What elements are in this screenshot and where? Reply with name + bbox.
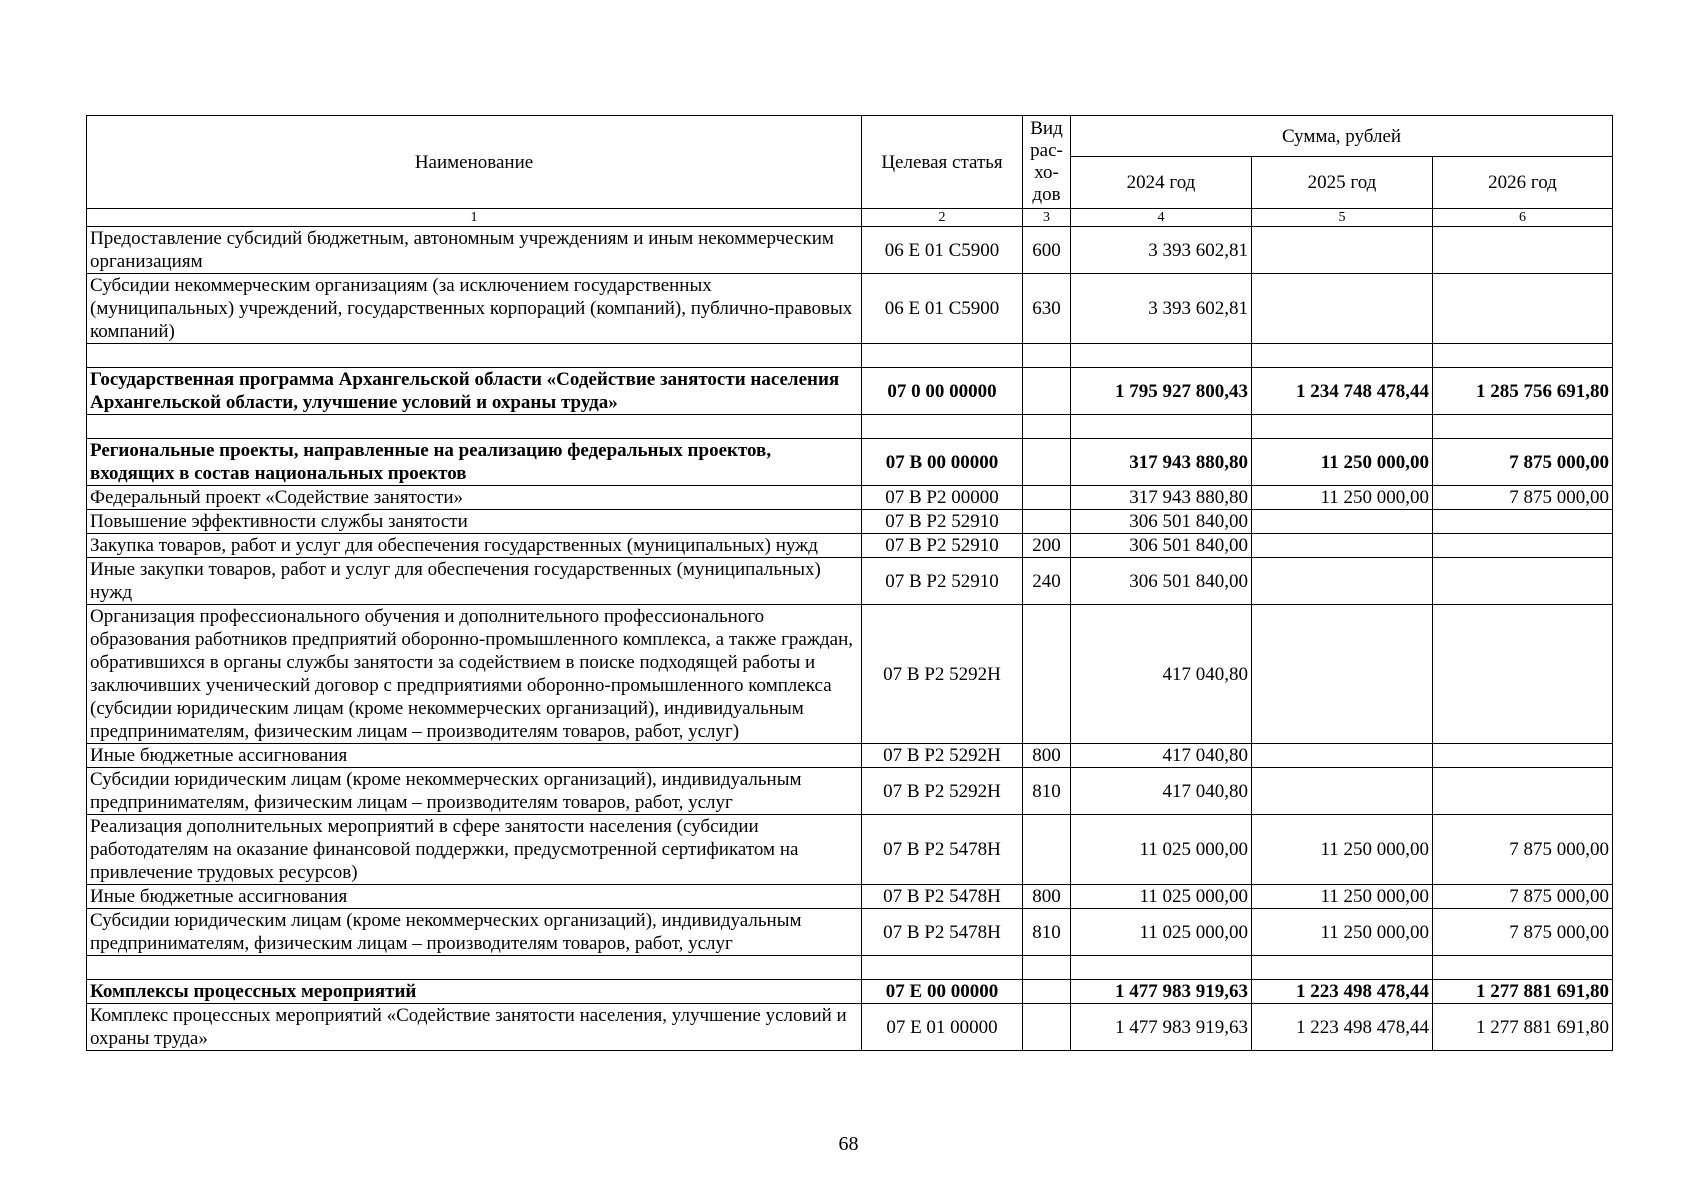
- table-row: [87, 768, 1613, 815]
- cell-name: Комплексы процессных мероприятий: [87, 980, 862, 1004]
- cell-target-article: 07 Е 00 00000: [862, 980, 1023, 1004]
- header-name: Наименование: [87, 116, 862, 209]
- header-year-2025: 2025 год: [1252, 157, 1433, 209]
- cell-name: Субсидии юридическим лицам (кроме некоммерческих организаций), индивидуальным предпринимателям, физическим лицам – производителям товаров, работ, услуг: [87, 909, 862, 956]
- cell-sum-2026: 1 285 756 691,80: [1433, 368, 1613, 415]
- table-row: [87, 534, 1613, 558]
- cell-sum-2025: [1252, 744, 1433, 768]
- column-index: 1: [87, 209, 862, 227]
- table-row: [87, 558, 1613, 605]
- cell-sum-2024: 11 025 000,00: [1071, 909, 1252, 956]
- cell-sum-2026: 7 875 000,00: [1433, 815, 1613, 885]
- cell-expense-type: 800: [1023, 744, 1071, 768]
- spacer-row: [87, 415, 1613, 439]
- cell-sum-2024: 417 040,80: [1071, 768, 1252, 815]
- table-row: [87, 744, 1613, 768]
- cell-expense-type: [1023, 368, 1071, 415]
- empty-cell: [1252, 956, 1433, 980]
- cell-expense-type: [1023, 980, 1071, 1004]
- cell-target-article: 07 В Р2 5292Н: [862, 768, 1023, 815]
- cell-name: Реализация дополнительных мероприятий в сфере занятости населения (субсидии работодателям на оказание финансовой поддержки, предусмотренной сертификатом на привлечение трудовых ресурсов): [87, 815, 862, 885]
- table-row-section: [87, 980, 1613, 1004]
- cell-name: Региональные проекты, направленные на реализацию федеральных проектов, входящих в состав национальных проектов: [87, 439, 862, 486]
- cell-target-article: 07 В Р2 52910: [862, 558, 1023, 605]
- cell-sum-2025: [1252, 605, 1433, 744]
- cell-sum-2024: 306 501 840,00: [1071, 510, 1252, 534]
- column-index: 5: [1252, 209, 1433, 227]
- cell-name: Федеральный проект «Содействие занятости»: [87, 486, 862, 510]
- cell-sum-2026: 7 875 000,00: [1433, 885, 1613, 909]
- cell-sum-2024: 417 040,80: [1071, 605, 1252, 744]
- cell-target-article: 07 В 00 00000: [862, 439, 1023, 486]
- cell-target-article: 07 В Р2 5478Н: [862, 885, 1023, 909]
- cell-sum-2024: 1 477 983 919,63: [1071, 1004, 1252, 1051]
- cell-target-article: 07 В Р2 5478Н: [862, 815, 1023, 885]
- cell-sum-2025: 1 234 748 478,44: [1252, 368, 1433, 415]
- table-row-section: [87, 439, 1613, 486]
- empty-cell: [1071, 956, 1252, 980]
- table-row: [87, 1004, 1613, 1051]
- empty-cell: [87, 956, 862, 980]
- header-expense-type-line: хо-: [1034, 162, 1059, 183]
- cell-target-article: 07 В Р2 00000: [862, 486, 1023, 510]
- cell-sum-2025: 11 250 000,00: [1252, 486, 1433, 510]
- header-target-article: Целевая статья: [862, 116, 1023, 209]
- cell-expense-type: 810: [1023, 909, 1071, 956]
- cell-target-article: 07 В Р2 5292Н: [862, 605, 1023, 744]
- cell-expense-type: 240: [1023, 558, 1071, 605]
- header-expense-type-line: Вид: [1030, 118, 1063, 139]
- spacer-row: [87, 344, 1613, 368]
- cell-target-article: 07 В Р2 52910: [862, 534, 1023, 558]
- cell-sum-2026: [1433, 534, 1613, 558]
- cell-name: Государственная программа Архангельской области «Содействие занятости населения Архангельской области, улучшение условий и охраны труда»: [87, 368, 862, 415]
- cell-sum-2025: 11 250 000,00: [1252, 909, 1433, 956]
- empty-cell: [1433, 956, 1613, 980]
- empty-cell: [1023, 415, 1071, 439]
- column-index: 6: [1433, 209, 1613, 227]
- cell-sum-2024: 317 943 880,80: [1071, 486, 1252, 510]
- empty-cell: [1252, 415, 1433, 439]
- header-expense-type-line: дов: [1032, 184, 1061, 205]
- cell-sum-2025: [1252, 510, 1433, 534]
- cell-sum-2024: 3 393 602,81: [1071, 227, 1252, 274]
- cell-name: Субсидии некоммерческим организациям (за исключением государственных (муниципальных) учреждений, государственных корпораций (компаний), публично-правовых компаний): [87, 274, 862, 344]
- cell-sum-2025: [1252, 768, 1433, 815]
- empty-cell: [1071, 415, 1252, 439]
- cell-name: Повышение эффективности службы занятости: [87, 510, 862, 534]
- header-year-2026: 2026 год: [1433, 157, 1613, 209]
- cell-target-article: 07 В Р2 52910: [862, 510, 1023, 534]
- cell-target-article: 06 Е 01 С5900: [862, 227, 1023, 274]
- empty-cell: [862, 344, 1023, 368]
- cell-target-article: 07 В Р2 5292Н: [862, 744, 1023, 768]
- cell-expense-type: 630: [1023, 274, 1071, 344]
- cell-target-article: 07 Е 01 00000: [862, 1004, 1023, 1051]
- empty-cell: [1433, 344, 1613, 368]
- table-row: [87, 605, 1613, 744]
- spacer-row: [87, 956, 1613, 980]
- cell-sum-2024: 1 477 983 919,63: [1071, 980, 1252, 1004]
- table-row: [87, 274, 1613, 344]
- cell-sum-2025: 1 223 498 478,44: [1252, 1004, 1433, 1051]
- page-number: 68: [838, 1133, 859, 1155]
- cell-sum-2025: [1252, 274, 1433, 344]
- cell-sum-2026: 7 875 000,00: [1433, 486, 1613, 510]
- cell-sum-2025: 11 250 000,00: [1252, 885, 1433, 909]
- cell-sum-2024: 417 040,80: [1071, 744, 1252, 768]
- header-sum: Сумма, рублей: [1071, 116, 1613, 157]
- cell-target-article: 07 В Р2 5478Н: [862, 909, 1023, 956]
- cell-expense-type: 200: [1023, 534, 1071, 558]
- table-row: [87, 885, 1613, 909]
- cell-sum-2026: [1433, 768, 1613, 815]
- cell-expense-type: 800: [1023, 885, 1071, 909]
- column-index-row: [87, 209, 1613, 227]
- cell-target-article: 07 0 00 00000: [862, 368, 1023, 415]
- column-index: 4: [1071, 209, 1252, 227]
- table-row: [87, 909, 1613, 956]
- cell-expense-type: [1023, 605, 1071, 744]
- table-row: [87, 815, 1613, 885]
- cell-name: Иные бюджетные ассигнования: [87, 744, 862, 768]
- cell-name: Иные бюджетные ассигнования: [87, 885, 862, 909]
- cell-sum-2024: 11 025 000,00: [1071, 815, 1252, 885]
- cell-sum-2026: [1433, 558, 1613, 605]
- cell-expense-type: [1023, 815, 1071, 885]
- cell-name: Комплекс процессных мероприятий «Содействие занятости населения, улучшение условий и охраны труда»: [87, 1004, 862, 1051]
- cell-name: Иные закупки товаров, работ и услуг для обеспечения государственных (муниципальных) нужд: [87, 558, 862, 605]
- cell-name: Закупка товаров, работ и услуг для обеспечения государственных (муниципальных) нужд: [87, 534, 862, 558]
- header-expense-type-line: рас-: [1030, 140, 1063, 161]
- empty-cell: [1023, 956, 1071, 980]
- cell-name: Организация профессионального обучения и дополнительного профессионального образования работников предприятий оборонно-промышленного комплекса, а также граждан, обратившихся в органы службы занятости за содействием в поиске подходящей работы и заключивших ученический договор с предприятиями оборонно-промышленного комплекса (субсидии юридическим лицам (кроме некоммерческих организаций), индивидуальным предпринимателям, физическим лицам – производителям товаров, работ, услуг): [87, 605, 862, 744]
- cell-sum-2026: [1433, 227, 1613, 274]
- cell-expense-type: [1023, 510, 1071, 534]
- budget-table: [86, 115, 1613, 1051]
- cell-sum-2026: 7 875 000,00: [1433, 439, 1613, 486]
- cell-expense-type: [1023, 486, 1071, 510]
- empty-cell: [1252, 344, 1433, 368]
- empty-cell: [1433, 415, 1613, 439]
- cell-sum-2026: [1433, 744, 1613, 768]
- empty-cell: [1071, 344, 1252, 368]
- empty-cell: [87, 415, 862, 439]
- cell-sum-2026: [1433, 510, 1613, 534]
- cell-sum-2026: [1433, 274, 1613, 344]
- cell-sum-2025: 1 223 498 478,44: [1252, 980, 1433, 1004]
- empty-cell: [87, 344, 862, 368]
- cell-expense-type: [1023, 439, 1071, 486]
- cell-name: Предоставление субсидий бюджетным, автономным учреждениям и иным некоммерческим организациям: [87, 227, 862, 274]
- table-body: [87, 227, 1613, 1051]
- cell-target-article: 06 Е 01 С5900: [862, 274, 1023, 344]
- cell-sum-2025: [1252, 534, 1433, 558]
- cell-sum-2024: 306 501 840,00: [1071, 558, 1252, 605]
- cell-sum-2024: 3 393 602,81: [1071, 274, 1252, 344]
- table-row: [87, 486, 1613, 510]
- empty-cell: [862, 415, 1023, 439]
- cell-sum-2026: 1 277 881 691,80: [1433, 980, 1613, 1004]
- cell-sum-2024: 11 025 000,00: [1071, 885, 1252, 909]
- cell-sum-2024: 306 501 840,00: [1071, 534, 1252, 558]
- cell-sum-2025: [1252, 558, 1433, 605]
- empty-cell: [1023, 344, 1071, 368]
- column-index: 2: [862, 209, 1023, 227]
- table-row-section: [87, 368, 1613, 415]
- cell-sum-2025: 11 250 000,00: [1252, 439, 1433, 486]
- cell-expense-type: 810: [1023, 768, 1071, 815]
- header-expense-type: [1023, 116, 1071, 209]
- table-row: [87, 227, 1613, 274]
- cell-name: Субсидии юридическим лицам (кроме некоммерческих организаций), индивидуальным предпринимателям, физическим лицам – производителям товаров, работ, услуг: [87, 768, 862, 815]
- cell-sum-2026: [1433, 605, 1613, 744]
- cell-sum-2026: 1 277 881 691,80: [1433, 1004, 1613, 1051]
- cell-sum-2026: 7 875 000,00: [1433, 909, 1613, 956]
- table-row: [87, 510, 1613, 534]
- cell-expense-type: 600: [1023, 227, 1071, 274]
- column-index: 3: [1023, 209, 1071, 227]
- empty-cell: [862, 956, 1023, 980]
- cell-sum-2024: 1 795 927 800,43: [1071, 368, 1252, 415]
- cell-sum-2024: 317 943 880,80: [1071, 439, 1252, 486]
- cell-expense-type: [1023, 1004, 1071, 1051]
- cell-sum-2025: [1252, 227, 1433, 274]
- cell-sum-2025: 11 250 000,00: [1252, 815, 1433, 885]
- table-header: [87, 116, 1613, 227]
- header-year-2024: 2024 год: [1071, 157, 1252, 209]
